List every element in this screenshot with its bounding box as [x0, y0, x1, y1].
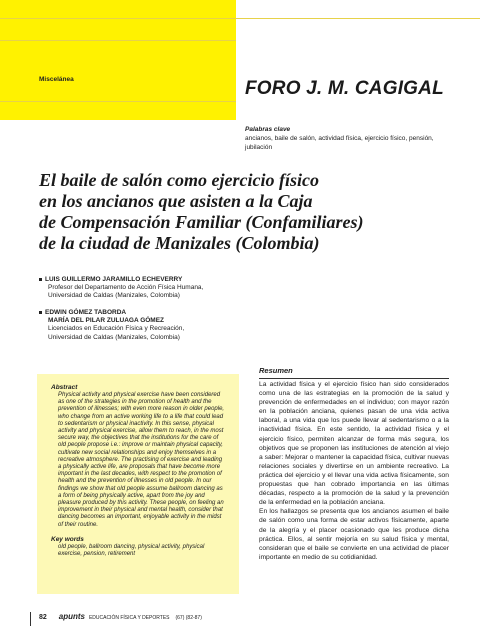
abstract-heading: Abstract [51, 384, 78, 391]
page-number: 82 [39, 614, 47, 621]
keywords-text: ancianos, baile de salón, actividad física, ejercicio físico, pensión, jubilación [245, 135, 434, 151]
footer-rule [30, 612, 31, 626]
author-affiliation: Profesor del Departamento de Acción Física Humana, [48, 284, 204, 292]
yellow-header-band [0, 0, 236, 120]
forum-title: FORO J. M. CAGIGAL [245, 78, 444, 99]
author-affiliation: Licenciados en Educación Física y Recreación, [48, 325, 185, 333]
resumen-heading: Resumen [259, 366, 449, 379]
author-name: LUIS GUILLERMO JARAMILLO ECHEVERRY [45, 276, 183, 283]
author-block [39, 276, 203, 301]
band-rule [0, 40, 236, 41]
resumen-paragraph: En los hallazgos se presenta que los ancianos asumen el baile de salón como una forma de estar activos físicamente, aparte de la alegría y el placer ocasionado que les produce dicha práctica. Ellos, al sentir mejoría en su salud física y mental, consideran que el baile se convierte en una actividad de placer importante en medio de su cotidianidad. [259, 508, 449, 561]
abstract-box [37, 374, 239, 594]
resumen-body [259, 380, 449, 562]
title-line: en los ancianos que asisten a la Caja [39, 191, 313, 211]
journal-brand: apunts [58, 612, 85, 621]
bullet-icon [39, 278, 42, 281]
band-rule [0, 18, 236, 19]
author-name: MARÍA DEL PILAR ZULUAGA GÓMEZ [48, 317, 165, 325]
keywords-label: Palabras clave [245, 126, 291, 133]
keywords-en-heading: Key words [51, 535, 84, 543]
band-rule [0, 101, 236, 102]
journal-name: EDUCACIÓN FÍSICA Y DEPORTES [88, 615, 170, 621]
title-line: El baile de salón como ejercicio físico [39, 170, 319, 190]
author-block [39, 309, 184, 342]
top-rule [236, 18, 480, 19]
title-line: de la ciudad de Manizales (Colombia) [39, 233, 320, 253]
journal-issue: (67) (82-87) [175, 615, 202, 621]
keywords-en-text: old people, ballroom dancing, physical activity, physical exercise, pension, retirement [58, 543, 205, 558]
bullet-icon [39, 311, 42, 314]
section-label: Miscelánea [39, 76, 74, 83]
title-line: de Compensación Familiar (Confamiliares) [39, 212, 364, 232]
article-title [39, 170, 459, 254]
page-footer [39, 612, 202, 621]
author-name: EDWIN GÓMEZ TABORDA [45, 309, 127, 316]
abstract-text: Physical activity and physical exercise have been considered as one of the strategies in the promotion of health and the prevention of illnesses; with even more reason in older people, who change from an active working life to a life that could lead to sedentarism or physical inactivity. In this sense, physical activity and physical exercise, allow them to reach, in the most secure way, the objectives that the institutions for the care of old people propose i.e.: improve or maintain physical capacity, cultivate new social relationships and enjoy themselves in a recreative atmosphere. The practising of exercise and leading a physically active life, are proposals that have become more important in the last decades, with respect to the promotion of health and the prevention of illnesses in old people. In our findings we show that old people assume ballroom dancing as a form of being physically active, apart from the joy and pleasure produced by this activity. These people, on feeling an improvement in their physical and mental health, consider that dancing becomes an important, enjoyable activity in the midst of their routine. [58, 392, 225, 528]
author-affiliation: Universidad de Caldas (Manizales, Colombia) [48, 292, 180, 300]
resumen-paragraph: La actividad física y el ejercicio físico han sido considerados como una de las estrategias en la promoción de la salud y prevención de enfermedades en el individuo; con mayor razón en la población anciana, quienes pasan de una vida activa laboral, a una vida que los puede llevar al sedentarismo o a la inactividad física. En este sentido, la actividad física y el ejercicio físico, permiten alcanzar de forma más segura, los objetivos que se proponen las instituciones de atención al viejo a saber: Mejorar o mantener la capacidad física, cultivar nuevas relaciones sociales y divertirse en un ambiente recreativo. La práctica del ejercicio y el llevar una vida activa físicamente, son propuestas que han cobrado importancia en las últimas décadas, respecto a la promoción de la salud y la prevención de la enfermedad en la población anciana. [259, 381, 449, 507]
author-affiliation: Universidad de Caldas (Manizales, Colombia) [48, 333, 180, 341]
